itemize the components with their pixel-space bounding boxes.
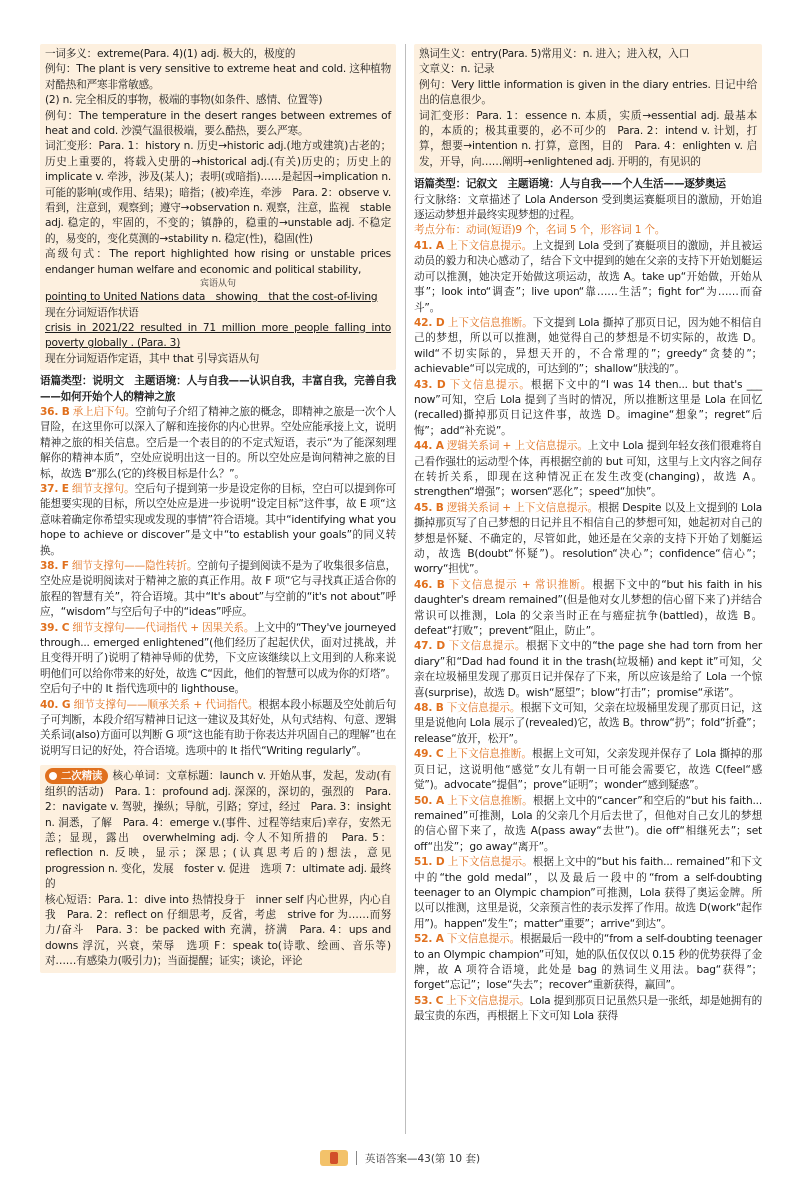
answer-tip: 下文信息提示 + 常识推断。 [447,578,593,591]
vocab-line: (2) n. 完全相反的事物，极端的事物(如条件、感情、位置等) [45,94,323,107]
answer-tip: 细节支撑句。 [71,482,135,495]
sentence-line: pointing to United Nations data showing that the cost-of-living [45,291,378,304]
right-vocab-box [414,44,762,173]
answer-number: 52. A [414,933,444,946]
vocab-line: 例句：The plant is very sensitive to extreme heat and cold. 这种植物对酷热和严寒非常敏感。 [45,63,391,91]
answer-text: 根据本段小标题及空处前后句子可判断，本段介绍写精神日记这一建议及其好处，从句式结构、句意、逻辑关系词(also)方面可以判断 G 项“这也能有助于你表达并巩固自己的理解”也在说明写日记的好处，符合语境。选项中的 It 指代“Writing regularly”。 [40,698,396,757]
answer-text: 根据上文可知，父亲发现并保存了 Lola 撕掉的那页日记，这说明他“感觉”女儿有朝一日可能会需要它，故选 C(feel“感觉”)。advocate“提倡”；prove“证明”；wonder“感到疑惑”。 [414,748,762,792]
core-phrases: 核心短语：Para. 1：dive into 热情投身于 inner self 内心世界，内心自我 Para. 2：reflect on 仔细思考，反省，考虑 strive for 为……而努力/奋斗 Para. 3：be packed with 充满，挤满 Para. 4：ups and downs 浮沉，兴衰，荣辱 选项 F：speak to(诗歌、绘画、音乐等)对……有感染力(吸引力)；当面提醒；证实；谈论，评论 [45,893,391,968]
vocab-line: 一词多义：extreme(Para. 4)(1) adj. 极大的，极度的 [45,48,296,60]
answer-item [414,701,762,747]
answer-tip: 细节支撑句——代词指代 + 因果关系。 [72,621,255,634]
column-divider [405,44,406,1134]
answer-number: 41. A [414,239,444,252]
answer-item [414,439,762,501]
sentence-annotation: 宾语从句 [199,279,236,290]
publisher-logo-icon [320,1150,348,1166]
page-number: 英语答案—43(第 10 套) [364,1152,481,1165]
right-column [414,44,762,1134]
answer-number: 53. C [414,994,444,1007]
sentence-line: 现在分词短语作定语，其中 that 引导宾语从句 [45,352,260,365]
answer-text: 根据 Despite 以及上文提到的 Lola 撕掉那页写了自己梦想的日记并且不相信自己的梦想可知，她起初对自己的梦想是怀疑、不确定的，尽管如此，她还是在父亲的支持下开始了划艇运动，故选 B(doubt“怀疑”)。resolution“决心”；confidence“信心”；worry“担忧”。 [414,501,762,576]
answer-text: 根据下文中的“but his faith in his daughter's dream remained”(但是他对女儿梦想的信心留下来了)并结合常识可以推测，Lola 的父亲当时正在与癌症抗争(battled)，故选 B。defeat“打败”；prevent“阻止，防止”。 [414,578,762,638]
answer-tip: 逻辑关系词 + 上文信息提示。 [446,440,588,453]
answer-tip: 上下文信息提示。 [447,856,533,869]
answer-item [414,501,762,578]
answer-item [40,559,396,621]
vocab-line: 词汇变形：Para. 1：history n. 历史→historic adj.(地方或建筑)古老的；历史上重要的，将载入史册的→historical adj.(有关)历史的；历史上的 implicate v. 牵涉，涉及(某人)；表明(或暗指)……是起因→implication n. 可能的影响(或作用、结果)；暗指；(被)牵连，牵涉 Para. 2：observe v. 看到，注意到，观察到；遵守→observation n. 观察，注意，监视 stable adj. 稳定的，牢固的，不变的；镇静的，稳重的→unstable adj. 不稳定的，易变的，变化莫测的→stability n. 稳定(性)，稳固(性) [45,140,402,245]
answer-text: 根据最后一段中的“from a self-doubting teenager to an Olympic champion”可知，她的队伍仅仅以 0.15 秒的优势获得了金牌，故 A 项符合语境，此处是 bag 的熟词生义用法。bag“获得”；forget“忘记”；lose“失去”；recover“重新获得，赢回”。 [414,933,762,992]
vocab-line: 例句：The temperature in the desert ranges between extremes of heat and cold. 沙漠气温很极端，要么酷热，要么严寒。 [45,109,391,138]
answer-item [414,747,762,793]
answer-item [414,378,762,440]
core-words: 核心单词：文章标题：launch v. 开始从事，发起，发动(有组织的活动) Para. 1：profound adj. 深深的，深切的，强烈的 Para. 2：navigate v. 驾驶，操纵；导航，引路；穿过，经过 Para. 3：insight n. 洞悉，了解 Para. 4：emerge v.(事件、过程等结束后)幸存，安然无恙；显现，露出 overwhelming adj. 令人不知所措的 Para. 5：reflection n. 反映，显示；深思；(认真思考后的)想法，意见 progression n. 变化，发展 foster v. 促进 选项 7：ultimate adj. 最终的 [45,770,402,891]
answer-item [40,698,396,760]
answer-number: 38. F [40,560,69,572]
answer-text: Lola 提到那页日记虽然只是一张纸，却是她拥有的最宝贵的东西，再根据上下文可知 Lola 获得 [414,994,763,1023]
vocab-line: 文章义：n. 记录 [419,63,495,76]
answer-item [40,405,396,482]
vocab-line: 词汇变形：Para. 1：essence n. 本质，实质→essential adj. 最基本的，本质的；极其重要的，必不可少的 Para. 2：intend v. 计划，打算，想要→intention n. 打算，意图，目的 Para. 4：enlighten v. 启发，开导，向……阐明→enlightened adj. 开明的，有见识的 [419,109,757,168]
answer-text: 空前句子介绍了精神之旅的概念，即精神之旅是一次个人冒险，在这里你可以深入了解和连接你的内心世界。空处应能承接上文，说明精神之旅的相关信息。空后是一个表目的的不定式短语，表示“为了能深刻理解你的精神本质”，空处应说明出这一目的。所以空处应是询问精神之旅的目标，故选 B“那么(它的)终极目标是什么？”。 [40,405,396,480]
answer-tip: 承上启下句。 [72,405,136,418]
answer-tip: 细节支撑句——顺承关系 + 代词指代。 [73,698,259,711]
answer-text: 根据上文中的“cancer”和空后的“but his faith... remained”可推测，Lola 的父亲几个月后去世了，但他对自己女儿的梦想的信心留下来了，故选 A(pass away“去世”)。die off“相继死去”；set off“出发”；go away“离开”。 [414,794,763,853]
answer-text: 空后句子提到第一步是设定你的目标，空白可以提到你可能想要实现的目标，所以空处应是进一步说明“设定目标”这件事，故 E 项“这意味着确定你希望实现或发现的事情”符合语境。其中“identifying what you hope to achieve or discover”是文中“to establish your goals”的同义转换。 [40,482,396,557]
answer-number: 37. E [40,482,69,495]
answer-text: 根据上文中的“but his faith... remained”和下文中的“the gold medal”，以及最后一段中的“from a self-doubting teenager to an Olympic champion”可推测，Lola 获得了奥运金牌。所以可以推测，这里是说，父亲预言性的表示发挥了作用。故选 D(work“起作用”)。happen“发生”；matter“重要”；arrive“到达”。 [414,856,762,930]
answer-text: 根据下文可知，父亲在垃圾桶里发现了那页日记，这里是说他向 Lola 展示了(revealed)它，故选 B。throw“扔”；fold“折叠”；release“放开，松开”。 [414,702,762,745]
answer-item [414,794,762,856]
vocab-line: 熟词生义：entry(Para. 5)常用义：n. 进入；进入权，入口 [419,48,690,60]
answer-tip: 上下文信息推断。 [446,794,533,807]
page-footer [0,1148,800,1168]
answer-item [40,482,396,559]
advanced-sentence: 高级句式：The report highlighted how rising or unstable prices endanger human welfare and economic and political stability, [45,248,391,276]
answer-number: 43. D [414,378,446,391]
answer-tip: 上下文信息推断。 [446,748,533,761]
second-reading-box [40,765,402,972]
answer-text: 根据下文中的“I was 14 then... but that's ___ now”可知，空后 Lola 提到了当时的情况，所以推断这里是 Lola 在回忆(recalled)撕掉那页日记这件事，故选 D。imagine“想象”；regret“后悔”；add“补充说”。 [414,378,762,437]
answer-tip: 下文信息提示。 [448,378,531,391]
answer-tip: 细节支撑句——隐性转折。 [71,560,198,572]
answer-number: 49. C [414,748,444,761]
answer-number: 50. A [414,794,444,807]
answer-tip: 下文信息提示。 [446,933,521,946]
left-column [40,44,402,1134]
answer-text: 根据下文中的“the page she had torn from her diary”和“Dad had found it in the trash(垃圾桶) and kept it”可知，父亲在垃圾桶里发现了那页日记并保存了下来，所以应该是给了 Lola 一个惊喜(surprise)，故选 D。wish“愿望”；blow“打击”；promise“承诺”。 [414,640,763,699]
answer-tip: 上下文信息推断。 [447,316,533,329]
exam-distribution: 考点分布：动词(短语)9 个，名词 5 个，形容词 1 个。 [414,224,666,237]
answer-item [414,639,762,701]
answer-number: 51. D [414,856,445,869]
answer-text: 空前句子提到阅读不是为了收集很多信息，空处应是说明阅读对于精神之旅的真正作用。故 F 项“它与寻找真正适合你的旅程的智慧有关”，符合语境。其中“It's about”与空前的“it's not about”呼应，“wisdom”与空后句子中的“ideas”呼应。 [40,560,396,619]
answer-item [40,621,396,698]
answer-number: 47. D [414,640,445,653]
answer-item [414,578,762,640]
left-vocab-box [40,44,402,370]
answer-text: 上文中 Lola 提到年轻女孩们很难将自己看作强壮的运动型个体，再根据空前的 but 可知，这里与上文内容之间存在转折关系，即现在这种情况正在发生改变(changing)，故选 A。strengthen“增强”；worsen“恶化”；speed“加快”。 [414,440,762,499]
answer-tip: 上下文信息提示。 [446,994,530,1007]
answer-text: 上文中的“They've journeyed through... emerged enlightened”(他们经历了起起伏伏，面对过挑战，并且变得开明了)说明了精神导师的优势，下文应该继续以上文用到的人称来说明他们可以给你带来的好处，故选 C“因此，他们的智慧可以成为你的灯塔”。空后句子中的 It 指代选项中的 lighthouse。 [40,621,397,696]
answer-number: 40. G [40,698,71,711]
second-reading-badge: 二次精读 [45,768,108,784]
answer-number: 39. C [40,621,70,634]
answer-item [414,316,762,378]
answer-item [414,994,762,1025]
answer-tip: 逻辑关系词 + 上下文信息提示。 [446,501,599,514]
answer-item [414,932,762,994]
context-line: 行文脉络：文章描述了 Lola Anderson 受到奥运赛艇项目的激励，开始追逐运动梦想并最终实现梦想的过程。 [414,193,762,222]
answer-number: 45. B [414,501,444,514]
genre-line: 语篇类型：记叙文 主题语境：人与自我——个人生活——逐梦奥运 [414,178,726,191]
answer-item [414,239,762,316]
answer-number: 42. D [414,316,445,329]
sentence-line: crisis in 2021/22 resulted in 71 million more people falling into poverty globally . (Para. 3) [45,321,391,350]
answer-number: 48. B [414,702,444,715]
answer-tip: 下文信息提示。 [447,640,526,653]
answer-tip: 下文信息提示。 [446,702,521,715]
sentence-line: 现在分词短语作状语 [45,306,139,319]
answer-tip: 上下文信息提示。 [446,239,533,252]
answer-text: 下文提到 Lola 撕掉了那页日记，因为她不相信自己的梦想，所以可以推测，她觉得自己的梦想是不切实际的，故选 D。wild“不切实际的，异想天开的，不合常理的”；greedy“贪婪的”；achievable“可以完成的，可达到的”；shallow“肤浅的”。 [414,316,762,376]
footer-divider [356,1151,357,1165]
answer-number: 44. A [414,440,444,453]
answer-item [414,855,762,932]
answer-text: 上文提到 Lola 受到了赛艇项目的激励，并且被运动员的毅力和决心感动了，结合下文中提到的她在父亲的支持下开始划艇运动可以推测，她决定开始做这项运动，故选 A。take up“开始做，开始从事”；look into“调查”；live upon“靠……生活”；fight for“为……而奋斗”。 [414,239,762,314]
vocab-line: 例句：Very little information is given in the diary entries. 日记中给出的信息很少。 [419,78,757,107]
answer-number: 36. B [40,405,70,418]
genre-line: 语篇类型：说明文 主题语境：人与自我——认识自我，丰富自我，完善自我——如何开始个人的精神之旅 [40,375,396,403]
answer-number: 46. B [414,578,445,591]
